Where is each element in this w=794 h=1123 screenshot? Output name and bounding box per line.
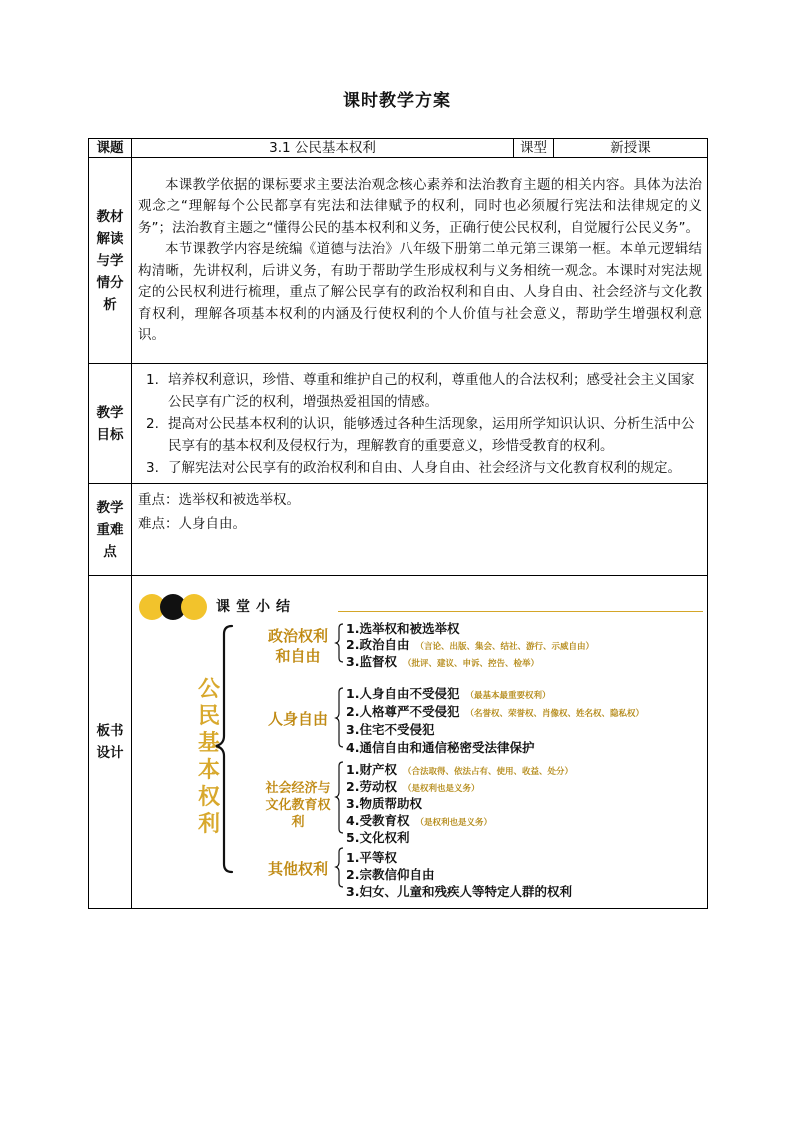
label-line: 教学 (96, 404, 124, 421)
label-line: 教材 (96, 208, 124, 225)
board-item (346, 865, 434, 883)
item-text: 5.文化权利 (346, 830, 410, 845)
board-item (346, 738, 534, 756)
difficulty-text: 难点：人身自由。 (138, 516, 246, 532)
category-line: 政治权利 (267, 627, 328, 645)
label-line: 解读 (96, 230, 124, 247)
category-line: 人身自由 (267, 710, 328, 728)
goal-item (132, 457, 707, 479)
item-note: （是权利也是义务） (402, 784, 480, 794)
keypoints-label (89, 484, 132, 576)
label-line: 板书 (96, 723, 124, 739)
category-social (258, 780, 338, 831)
board-item (346, 652, 539, 670)
label-line: 与学 (96, 252, 124, 269)
board-item (346, 848, 397, 866)
label-line: 教学 (96, 499, 124, 516)
item-text: 2.宗教信仰自由 (346, 867, 435, 882)
label-line: 点 (103, 543, 117, 560)
item-text: 3.住宅不受侵犯 (346, 722, 435, 737)
category-political (258, 626, 338, 666)
board-label (89, 576, 132, 909)
label-line: 情分 (96, 274, 124, 291)
main-brace (216, 626, 232, 872)
goals-label (89, 364, 132, 484)
category-personal (258, 710, 338, 728)
board-content (132, 576, 708, 909)
item-text: 4.通信自由和通信秘密受法律保护 (346, 740, 535, 755)
page-title: 课时教学方案 (343, 91, 451, 111)
type-label: 课型 (514, 139, 554, 158)
root-concept: 公民基本权利 (197, 677, 220, 837)
board-item (346, 777, 479, 795)
goal-item (132, 369, 707, 413)
item-text: 1.平等权 (346, 850, 397, 865)
type-value: 新授课 (554, 139, 708, 158)
item-text: 2.劳动权 (346, 779, 397, 794)
summary-title: 课堂小结 (216, 599, 296, 615)
label-line: 设计 (96, 745, 124, 761)
item-text: 3.物质帮助权 (346, 796, 422, 811)
board-item (346, 794, 422, 812)
focus-text: 重点：选举权和被选举权。 (138, 492, 300, 508)
category-line: 利 (291, 815, 305, 830)
topic-label: 课题 (89, 139, 132, 158)
goals-content (132, 364, 708, 484)
category-line: 社会经济与 (265, 781, 331, 796)
board-item (346, 684, 550, 702)
item-text: 2.人格尊严不受侵犯 (346, 704, 460, 719)
board-item (346, 702, 644, 720)
header-row (89, 139, 708, 158)
category-line: 文化教育权 (265, 798, 331, 813)
item-note: （名誉权、荣誉权、肖像权、姓名权、隐私权） (465, 709, 644, 719)
board-item (346, 635, 594, 653)
label-line: 目标 (96, 426, 124, 443)
item-note: （是权利也是义务） (415, 818, 492, 828)
category-line: 其他权利 (267, 860, 328, 878)
item-text: 1.财产权 (346, 762, 397, 777)
analysis-content (132, 158, 708, 364)
topic-value: 3.1 公民基本权利 (132, 139, 514, 158)
analysis-label (89, 158, 132, 364)
keypoints-row (89, 484, 708, 576)
goal-item (132, 413, 707, 457)
lesson-plan-table (88, 138, 708, 909)
analysis-paragraph: 本节课教学内容是统编《道德与法治》八年级下册第二单元第三课第一框。本单元逻辑结构清晰，先讲权利，后讲义务，有助于帮助学生形成权利与义务相统一观念。本课时对宪法规定的公民权利进行梳理，重点了解公民享有的政治权利和自由、人身自由、社会经济与文化教育权利，理解各项基本权利的内涵及行使权利的个人价值与社会意义，帮助学生增强权利意识。 (138, 241, 702, 343)
board-item (346, 828, 409, 846)
item-text: 3.监督权 (346, 654, 397, 669)
item-note: （最基本最重要权利） (465, 691, 551, 701)
goal-text: 提高对公民基本权利的认识，能够透过各种生活现象，运用所学知识认识、分析生活中公民享有的基本权利及侵权行为，理解教育的重要意义，珍惜受教育的权利。 (168, 415, 695, 454)
item-text: 2.政治自由 (346, 637, 410, 652)
board-row (89, 576, 708, 909)
label-line: 析 (103, 296, 117, 313)
item-note: （批评、建议、申诉、控告、检举） (402, 659, 539, 669)
board-diagram (132, 576, 707, 908)
category-other (258, 860, 338, 878)
item-text: 1.选举权和被选举权 (346, 621, 460, 636)
goal-text: 培养权利意识，珍惜、尊重和维护自己的权利，尊重他人的合法权利；感受社会主义国家公民享有广泛的权利，增强热爱祖国的情感。 (168, 371, 695, 410)
item-note: （合法取得、依法占有、使用、收益、处分） (402, 767, 573, 777)
board-item (346, 882, 572, 900)
board-item (346, 811, 492, 829)
keypoints-content (132, 484, 708, 576)
goals-row (89, 364, 708, 484)
analysis-paragraph: 本课教学依据的课标要求主要法治观念核心素养和法治教育主题的相关内容。具体为法治观念之“理解每个公民都享有宪法和法律赋予的权利，同时也必须履行宪法和法律规定的义务”；法治教育主题之“懂得公民的基本权利和义务，正确行使公民权利，自觉履行公民义务”。 (138, 176, 702, 236)
item-text: 4.受教育权 (346, 813, 410, 828)
item-text: 3.妇女、儿童和残疾人等特定人群的权利 (346, 884, 572, 899)
label-line: 重难 (96, 521, 124, 538)
analysis-row (89, 158, 708, 364)
board-item (346, 720, 434, 738)
item-note: （言论、出版、集会、结社、游行、示威自由） (415, 642, 594, 652)
goal-number: 3. (146, 459, 159, 476)
goal-text: 了解宪法对公民享有的政治权利和自由、人身自由、社会经济与文化教育权利的规定。 (168, 459, 681, 476)
category-line: 和自由 (275, 647, 321, 665)
goal-number: 1. (146, 371, 159, 388)
goal-number: 2. (146, 415, 159, 432)
item-text: 1.人身自由不受侵犯 (346, 686, 460, 701)
board-item (346, 760, 573, 778)
